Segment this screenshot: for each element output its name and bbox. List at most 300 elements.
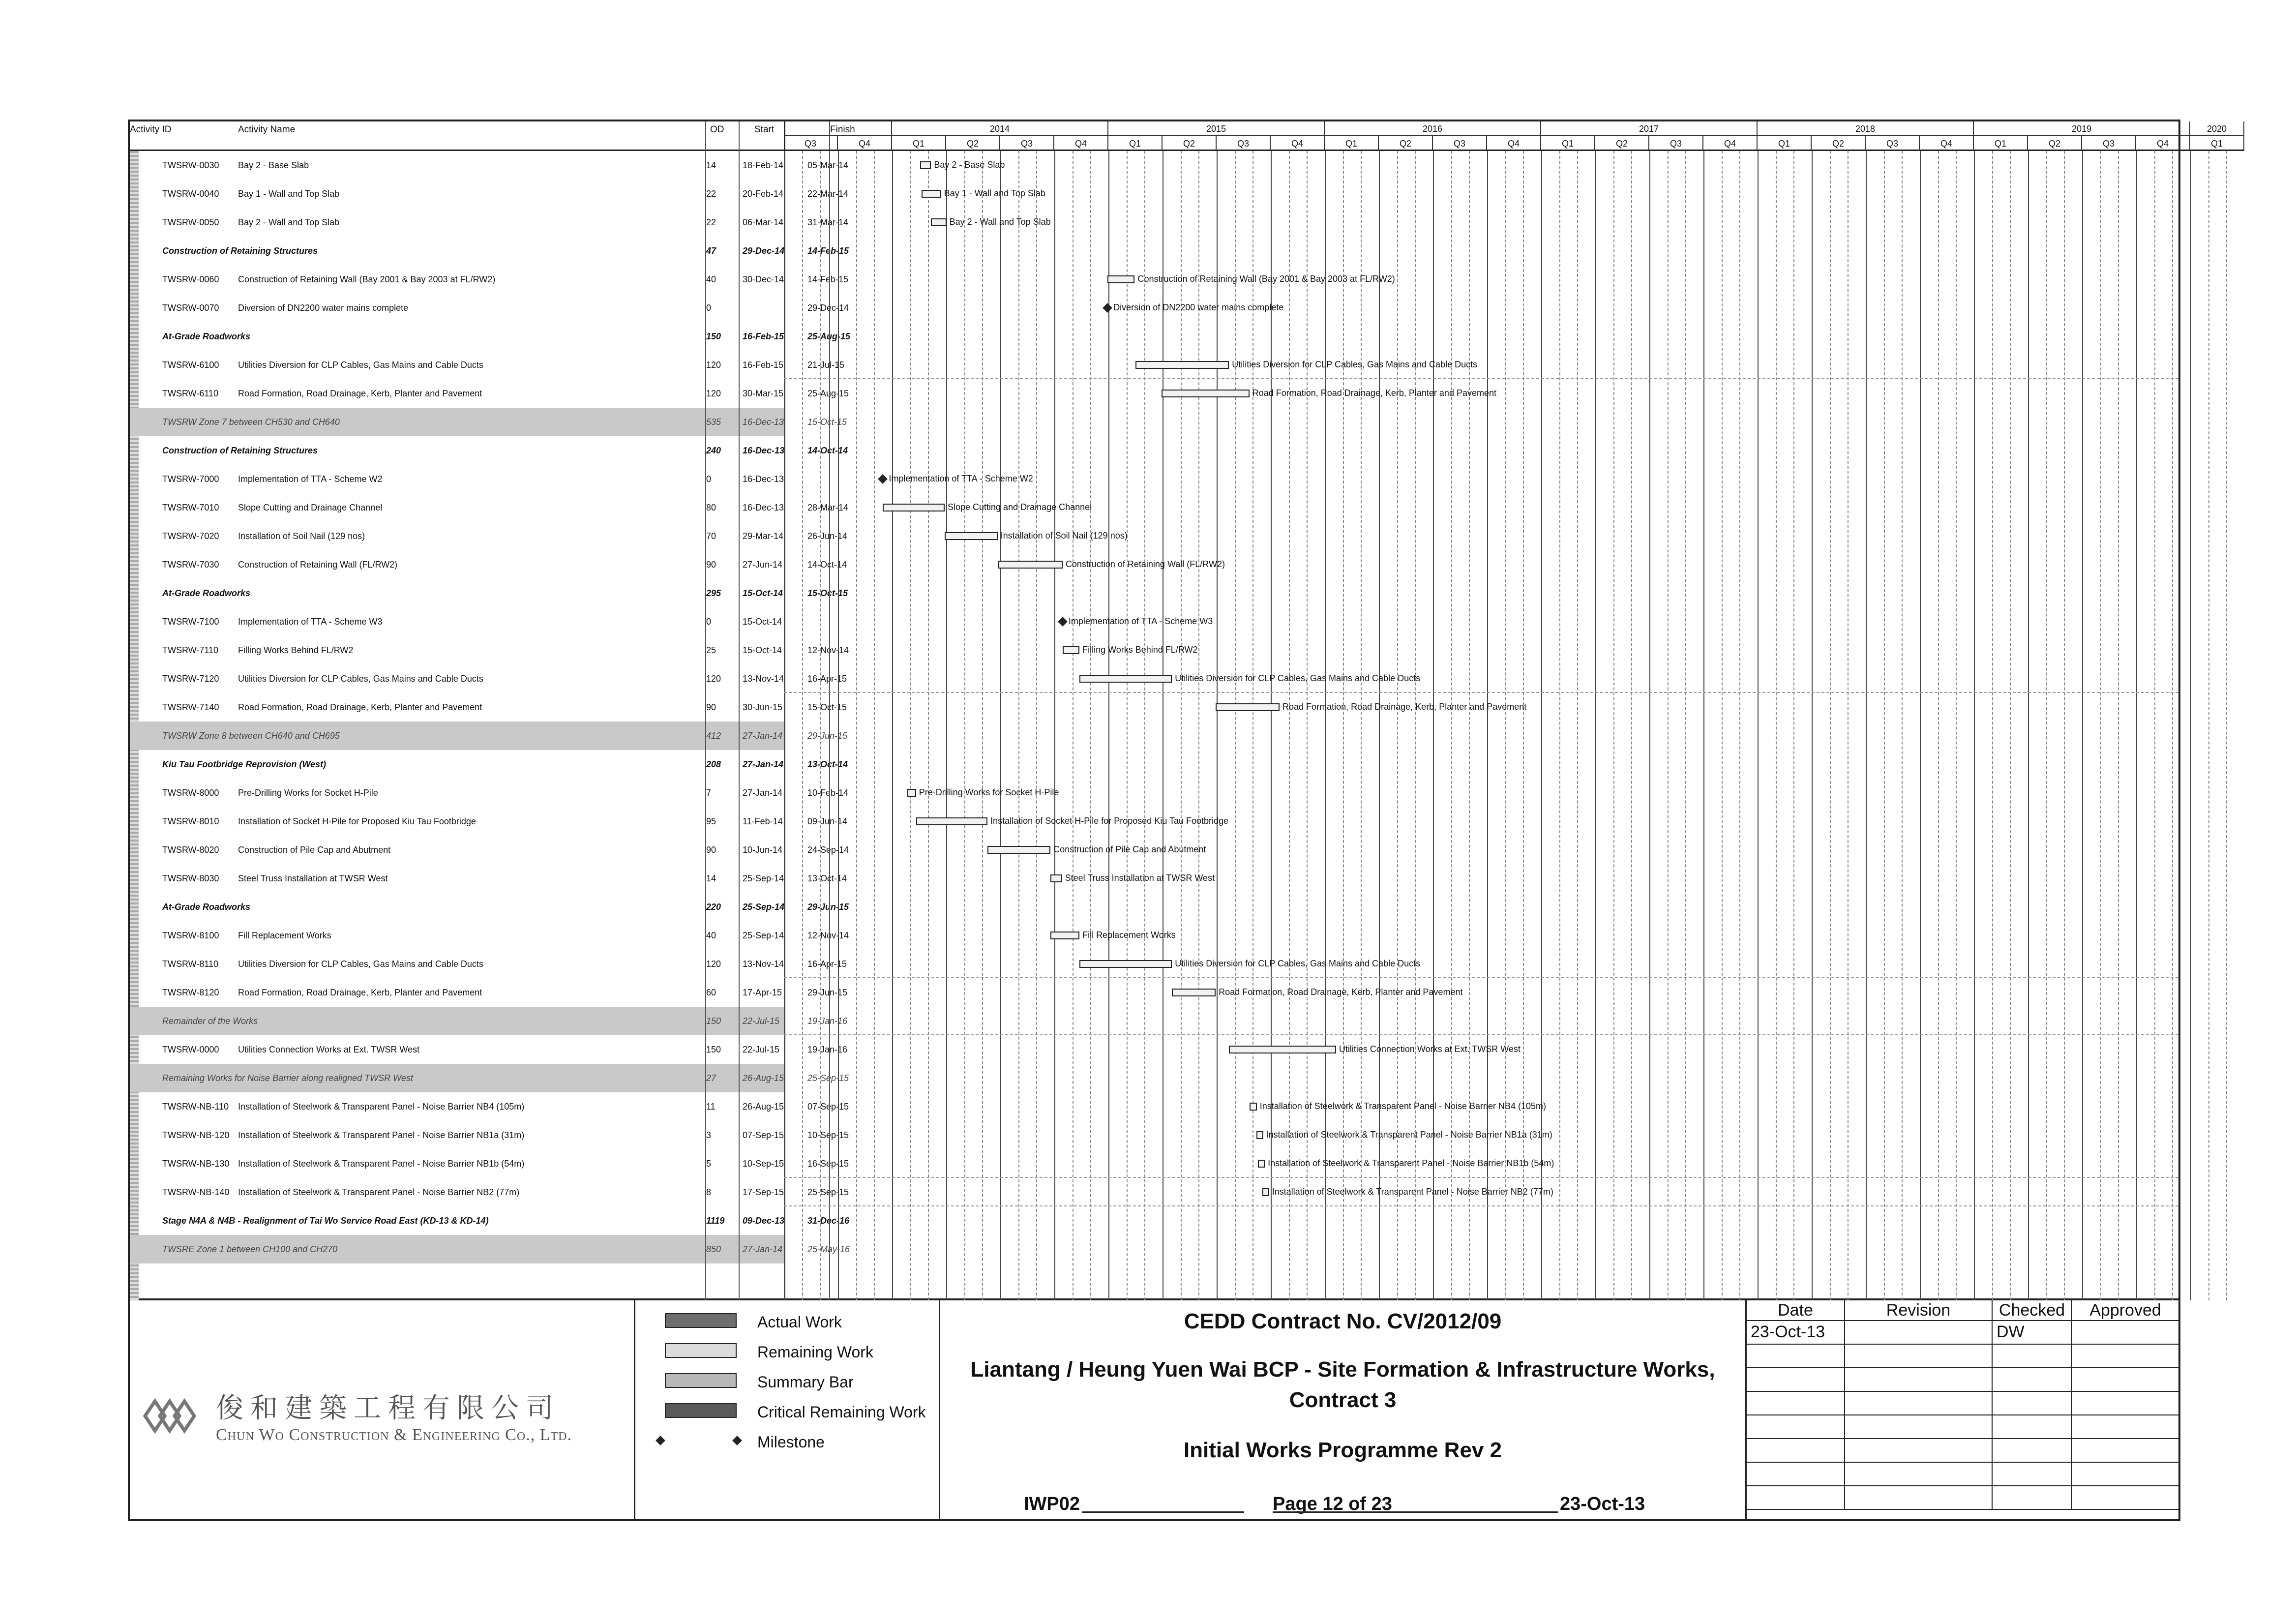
activity-bar: [1050, 932, 1079, 939]
finish-date: 12-Nov-14: [807, 931, 849, 940]
quarter-cell: Q4: [1703, 136, 1758, 151]
quarter-cell: Q3: [1000, 136, 1054, 151]
activity-id: Construction of Retaining Structures: [162, 246, 318, 256]
start-date: 15-Oct-14: [743, 617, 782, 627]
revision-cell-empty: [1993, 1463, 2072, 1485]
revision-cell-empty: [1993, 1415, 2072, 1438]
activity-name: Implementation of TTA - Scheme W2: [238, 474, 383, 484]
month-gridline: [1144, 151, 1145, 1300]
bar-label: Pre-Drilling Works for Socket H-Pile: [919, 787, 1059, 797]
bar-label: Steel Truss Installation at TWSR West: [1065, 873, 1215, 883]
start-date: 16-Feb-15: [743, 360, 784, 370]
activity-name: Construction of Retaining Wall (Bay 2001 & Bay 2003 at FL/RW2): [238, 274, 496, 284]
activity-row: [130, 180, 849, 208]
activity-id: TWSRW-NB-140: [162, 1187, 230, 1197]
month-gridline: [1252, 151, 1253, 1300]
activity-name: Bay 1 - Wall and Top Slab: [238, 189, 340, 199]
milestone-icon: [878, 474, 888, 484]
finish-date: 15-Oct-15: [807, 702, 847, 712]
quarter-cell: Q1: [1325, 136, 1379, 151]
contract-number: CEDD Contract No. CV/2012/09: [1184, 1309, 1502, 1333]
revision-cell-empty: [2072, 1439, 2178, 1462]
month-gridline: [1992, 151, 1993, 1300]
original-duration: 80: [706, 503, 716, 512]
original-duration: 120: [706, 389, 721, 398]
original-duration: 5: [706, 1159, 712, 1169]
start-date: 25-Sep-14: [743, 873, 784, 883]
finish-date: 25-Aug-15: [807, 331, 851, 341]
quarter-cell: Q4: [838, 136, 892, 151]
activity-row: [130, 950, 847, 978]
start-date: 17-Apr-15: [743, 988, 782, 997]
activity-row: [130, 1035, 848, 1064]
activity-id: TWSRW-0040: [162, 189, 219, 199]
col-activity-id: Activity ID: [130, 124, 172, 135]
finish-date: 10-Sep-15: [807, 1130, 849, 1140]
finish-date: 19-Jan-16: [807, 1045, 848, 1054]
revision-row-empty: [1747, 1439, 2178, 1463]
activity-name: Installation of Steelwork & Transparent Panel - Noise Barrier NB2 (77m): [238, 1187, 520, 1197]
original-duration: 7: [706, 788, 712, 798]
activity-row: [130, 465, 784, 493]
year-cell: 2019: [1974, 121, 2190, 136]
start-date: 17-Sep-15: [743, 1187, 784, 1197]
legend-label: Remaining Work: [757, 1343, 873, 1361]
col-activity-name: Activity Name: [238, 124, 296, 135]
company-name-english: Chun Wo Construction & Engineering Co., Ltd.: [216, 1426, 572, 1444]
original-duration: 11: [706, 1102, 716, 1112]
activity-bar: [998, 561, 1063, 569]
company-name-chinese: 俊和建築工程有限公司: [216, 1392, 560, 1424]
rev-approved: [2072, 1321, 2178, 1344]
activity-id: TWSRW-7000: [162, 474, 219, 484]
schedule-sheet: [128, 120, 2227, 1521]
activity-row: [130, 579, 848, 607]
legend-swatch: [665, 1373, 737, 1388]
start-date: 30-Jun-15: [743, 702, 783, 712]
row-separator: [784, 1177, 2178, 1178]
revision-table-header: [1747, 1300, 2178, 1321]
col-od: OD: [710, 124, 724, 135]
activity-name: Utilities Diversion for CLP Cables, Gas Mains and Cable Ducts: [238, 959, 483, 969]
finish-date: 26-Jun-14: [807, 531, 848, 541]
start-date: 26-Aug-15: [743, 1102, 784, 1112]
revision-cell-empty: [1993, 1345, 2072, 1367]
activity-bar: [1079, 960, 1172, 968]
activity-bar: [922, 190, 941, 198]
start-date: 29-Dec-14: [743, 246, 785, 256]
activity-id: TWSRW-8000: [162, 788, 219, 798]
revision-cell-empty: [1993, 1439, 2072, 1462]
month-gridline: [2208, 151, 2209, 1300]
rev-checked: [1993, 1321, 2072, 1344]
quarter-gridline: [1433, 151, 1434, 1300]
activity-bar: [883, 504, 945, 511]
month-gridline: [1307, 151, 1308, 1300]
activity-bar: [1250, 1103, 1257, 1111]
quarter-cell: Q3: [1433, 136, 1487, 151]
quarter-gridline: [946, 151, 947, 1300]
activity-row: [130, 493, 849, 522]
original-duration: 120: [706, 360, 721, 370]
legend: [635, 1300, 940, 1521]
year-cell: 2020: [2190, 121, 2244, 136]
activity-name: Diversion of DN2200 water mains complete: [238, 303, 409, 313]
activity-id: TWSRW-7110: [162, 645, 219, 655]
bar-label: Utilities Diversion for CLP Cables, Gas Mains and Cable Ducts: [1232, 360, 1478, 369]
document-date: 23-Oct-13: [1560, 1494, 1645, 1514]
quarter-gridline: [1217, 151, 1218, 1300]
original-duration: 1119: [706, 1216, 725, 1226]
company-logo-area: [130, 1300, 635, 1521]
activity-row: [130, 1092, 849, 1121]
start-date: 10-Sep-15: [743, 1159, 784, 1169]
finish-date: 14-Feb-15: [807, 246, 849, 256]
activity-bar: [931, 218, 946, 226]
activity-id: TWSRW-7020: [162, 531, 219, 541]
original-duration: 0: [706, 474, 712, 484]
quarter-gridline: [1487, 151, 1488, 1300]
finish-date: 14-Feb-15: [807, 274, 849, 284]
revision-row-empty: [1747, 1368, 2178, 1392]
bar-label: Bay 2 - Base Slab: [934, 160, 1005, 170]
month-gridline: [1722, 151, 1723, 1300]
activity-name: Bay 2 - Wall and Top Slab: [238, 217, 340, 227]
finish-date: 15-Oct-15: [807, 417, 847, 427]
start-date: 30-Mar-15: [743, 389, 784, 398]
milestone-icon: [656, 1436, 665, 1445]
activity-name: Road Formation, Road Drainage, Kerb, Planter and Pavement: [238, 702, 482, 712]
activity-name: Utilities Diversion for CLP Cables, Gas Mains and Cable Ducts: [238, 360, 483, 370]
row-separator: [784, 378, 2178, 379]
activity-id: TWSRW-8100: [162, 931, 219, 940]
revision-cell-empty: [1845, 1415, 1993, 1438]
quarter-gridline: [1541, 151, 1542, 1300]
month-gridline: [1685, 151, 1686, 1300]
month-gridline: [1181, 151, 1182, 1300]
quarter-cell: Q1: [892, 136, 946, 151]
revision-cell-empty: [1845, 1463, 1993, 1485]
legend-label: Actual Work: [757, 1313, 842, 1331]
month-gridline: [982, 151, 983, 1300]
original-duration: 240: [706, 446, 721, 455]
finish-date: 29-Jun-15: [807, 988, 848, 997]
original-duration: 850: [706, 1244, 721, 1254]
quarter-cell: Q4: [2136, 136, 2190, 151]
revision-cell-empty: [1747, 1345, 1845, 1367]
bar-label: Fill Replacement Works: [1082, 930, 1176, 940]
original-duration: 14: [706, 873, 716, 883]
activity-row: [130, 636, 849, 664]
quarter-cell: Q2: [1595, 136, 1649, 151]
col-finish: Finish: [830, 124, 855, 135]
month-gridline: [2118, 151, 2119, 1300]
milestone-icon: [732, 1436, 742, 1445]
activity-id: TWSRW-7140: [162, 702, 219, 712]
quarter-cell: Q3: [784, 136, 838, 151]
activity-row: [130, 864, 847, 893]
activity-bar: [1172, 989, 1216, 996]
project-title: Liantang / Heung Yuen Wai BCP - Site Formation & Infrastructure Works, Contract 3: [970, 1357, 1715, 1412]
bar-label: Road Formation, Road Drainage, Kerb, Planter and Pavement: [1219, 987, 1463, 997]
activity-id: TWSRW-7120: [162, 674, 219, 684]
quarter-cell: Q2: [1812, 136, 1866, 151]
month-gridline: [964, 151, 965, 1300]
rev-col-revision: Revision: [1845, 1300, 1993, 1320]
original-duration: 27: [706, 1073, 716, 1083]
finish-date: 25-May-16: [807, 1244, 850, 1254]
original-duration: 412: [706, 731, 721, 741]
original-duration: 208: [706, 759, 721, 769]
bar-label: Utilities Connection Works at Ext. TWSR West: [1339, 1044, 1521, 1054]
quarter-cell: Q1: [1541, 136, 1595, 151]
revision-cell-empty: [1747, 1463, 1845, 1485]
month-gridline: [1289, 151, 1290, 1300]
activity-name: Utilities Connection Works at Ext. TWSR West: [238, 1045, 420, 1054]
month-gridline: [1613, 151, 1614, 1300]
activity-bar: [1229, 1046, 1336, 1053]
quarter-gridline: [1758, 151, 1759, 1300]
activity-name: Slope Cutting and Drainage Channel: [238, 503, 383, 512]
month-gridline: [1884, 151, 1885, 1300]
legend-swatch: [665, 1343, 737, 1358]
activity-row: [130, 379, 849, 408]
activity-id: TWSRW-0030: [162, 160, 219, 170]
bar-label: Road Formation, Road Drainage, Kerb, Planter and Pavement: [1252, 388, 1496, 398]
activity-row: [130, 750, 848, 779]
activity-id: TWSRE Zone 1 between CH100 and CH270: [162, 1244, 338, 1254]
start-date: 29-Mar-14: [743, 531, 784, 541]
start-date: 16-Dec-13: [743, 474, 784, 484]
start-date: 22-Jul-15: [743, 1045, 780, 1054]
activity-id: TWSRW-8120: [162, 988, 219, 997]
month-gridline: [856, 151, 857, 1300]
gantt-chart: [784, 121, 2227, 1300]
month-gridline: [2010, 151, 2011, 1300]
bar-label: Road Formation, Road Drainage, Kerb, Planter and Pavement: [1282, 702, 1527, 712]
activity-bar: [945, 532, 998, 540]
activity-id: TWSRW-0050: [162, 217, 219, 227]
drawing-title-area: [940, 1300, 1747, 1521]
activity-id: TWSRW-NB-120: [162, 1130, 230, 1140]
quarter-gridline: [1812, 151, 1813, 1300]
bar-label: Installation of Soil Nail (129 nos): [1000, 531, 1128, 541]
month-gridline: [1577, 151, 1578, 1300]
finish-date: 05-Mar-14: [807, 160, 849, 170]
activity-row: [130, 1007, 848, 1035]
original-duration: 22: [706, 217, 716, 227]
activity-row: [130, 836, 849, 864]
revision-cell-empty: [2072, 1486, 2178, 1509]
finish-date: 25-Sep-15: [807, 1187, 849, 1197]
page-number: Page 12 of 23: [1273, 1494, 1392, 1514]
activity-name: Installation of Soil Nail (129 nos): [238, 531, 365, 541]
underline: [1273, 1511, 1558, 1513]
activity-row: [130, 408, 847, 436]
revision-table: [1747, 1300, 2178, 1521]
quarter-gridline: [2136, 151, 2137, 1300]
revision-cell-empty: [1747, 1368, 1845, 1391]
activity-id: TWSRW-0060: [162, 274, 219, 284]
start-date: 07-Sep-15: [743, 1130, 784, 1140]
finish-date: 16-Sep-15: [807, 1159, 849, 1169]
revision-row-empty: [1747, 1345, 2178, 1368]
activity-row: [130, 265, 849, 294]
activity-id: TWSRW-7030: [162, 560, 219, 570]
start-date: 25-Sep-14: [743, 931, 784, 940]
start-date: 18-Feb-14: [743, 160, 784, 170]
month-gridline: [1523, 151, 1524, 1300]
finish-date: 29-Dec-14: [807, 303, 849, 313]
rev-col-date: Date: [1747, 1300, 1845, 1320]
row-separator: [784, 1034, 2178, 1035]
activity-id: Stage N4A & N4B - Realignment of Tai Wo Service Road East (KD-13 & KD-14): [162, 1216, 489, 1226]
quarter-gridline: [2190, 151, 2191, 1300]
bar-label: Utilities Diversion for CLP Cables, Gas Mains and Cable Ducts: [1175, 673, 1421, 683]
revision-cell-empty: [2072, 1392, 2178, 1414]
start-date: 15-Oct-14: [743, 645, 782, 655]
bar-label: Bay 2 - Wall and Top Slab: [949, 217, 1051, 227]
activity-id: TWSRW-NB-130: [162, 1159, 230, 1169]
quarter-cell: Q4: [1271, 136, 1325, 151]
month-gridline: [1956, 151, 1957, 1300]
quarter-cell: Q1: [2190, 136, 2244, 151]
finish-date: 16-Apr-15: [807, 959, 847, 969]
quarter-gridline: [1108, 151, 1109, 1300]
original-duration: 60: [706, 988, 716, 997]
activity-id: Construction of Retaining Structures: [162, 446, 318, 455]
original-duration: 90: [706, 845, 716, 855]
rev-col-approved: Approved: [2089, 1301, 2161, 1320]
activity-id: At-Grade Roadworks: [162, 331, 251, 341]
quarter-gridline: [1920, 151, 1921, 1300]
rev-col-checked: Checked: [1993, 1300, 2072, 1320]
month-gridline: [2226, 151, 2227, 1300]
quarter-cell: Q1: [1974, 136, 2028, 151]
month-gridline: [910, 151, 911, 1300]
activity-name: Construction of Pile Cap and Abutment: [238, 845, 391, 855]
revision-cell-empty: [1993, 1392, 2072, 1414]
finish-date: 24-Sep-14: [807, 845, 849, 855]
bar-label: Construction of Retaining Wall (FL/RW2): [1065, 559, 1225, 569]
revision-cell-empty: [2072, 1463, 2178, 1485]
bar-label: Construction of Retaining Wall (Bay 2001 & Bay 2003 at FL/RW2): [1137, 274, 1395, 284]
month-gridline: [928, 151, 929, 1300]
bar-label: Slope Cutting and Drainage Channel: [947, 502, 1092, 512]
activity-row: [130, 151, 849, 180]
start-date: 27-Jun-14: [743, 560, 783, 570]
activity-bar: [1258, 1160, 1265, 1168]
activity-name: Filling Works Behind FL/RW2: [238, 645, 354, 655]
quarter-gridline: [838, 151, 839, 1300]
quarter-cell: Q1: [1758, 136, 1812, 151]
row-separator: [784, 977, 2178, 978]
quarter-cell: Q1: [1108, 136, 1163, 151]
activity-row: [130, 807, 848, 836]
finish-date: 13-Oct-14: [807, 759, 848, 769]
month-gridline: [1018, 151, 1019, 1300]
activity-name: Installation of Steelwork & Transparent Panel - Noise Barrier NB1b (54m): [238, 1159, 525, 1169]
start-date: 15-Oct-14: [743, 588, 783, 598]
year-cell-2013: [784, 121, 892, 136]
month-gridline: [1739, 151, 1740, 1300]
revision-cell-empty: [2072, 1415, 2178, 1438]
month-gridline: [1415, 151, 1416, 1300]
activity-row: [130, 722, 848, 750]
original-duration: 150: [706, 331, 721, 341]
activity-id: TWSRW-NB-110: [162, 1102, 229, 1112]
activity-row: [130, 1235, 850, 1263]
start-date: 13-Nov-14: [743, 674, 784, 684]
finish-date: 16-Apr-15: [807, 674, 847, 684]
row-separator: [784, 1205, 2178, 1206]
rev-revision: [1845, 1321, 1993, 1344]
activity-row: [130, 1149, 849, 1178]
quarter-gridline: [1595, 151, 1596, 1300]
year-cell: 2014: [892, 121, 1108, 136]
month-gridline: [1235, 151, 1236, 1300]
start-date: 27-Jan-14: [743, 731, 783, 741]
activity-bar: [1262, 1188, 1269, 1196]
activity-bar: [987, 846, 1050, 854]
document-reference-line: [940, 1494, 1745, 1515]
quarter-gridline: [1974, 151, 1975, 1300]
activity-name: Installation of Steelwork & Transparent Panel - Noise Barrier NB1a (31m): [238, 1130, 525, 1140]
activity-id: TWSRW-0000: [162, 1045, 219, 1054]
activity-row: [130, 322, 851, 351]
month-gridline: [1036, 151, 1037, 1300]
bar-label: Installation of Steelwork & Transparent Panel - Noise Barrier NB1a (31m): [1266, 1130, 1552, 1140]
activity-row: [130, 779, 849, 807]
revision-cell-empty: [2072, 1368, 2178, 1391]
finish-date: 10-Feb-14: [807, 788, 849, 798]
start-date: 16-Dec-13: [743, 417, 784, 427]
activity-bar: [1216, 703, 1280, 711]
bar-label: Installation of Steelwork & Transparent Panel - Noise Barrier NB1b (54m): [1268, 1158, 1554, 1168]
month-gridline: [1848, 151, 1849, 1300]
start-date: 25-Sep-14: [743, 902, 785, 912]
original-duration: 47: [706, 246, 716, 256]
activity-bar: [916, 817, 987, 825]
activity-bar: [907, 789, 916, 797]
quarter-cell: Q2: [946, 136, 1000, 151]
activity-row: [130, 1206, 850, 1235]
activity-id: TWSRW-6110: [162, 389, 219, 398]
activity-row: [130, 436, 848, 465]
milestone-icon: [1058, 617, 1068, 627]
original-duration: 150: [706, 1045, 721, 1054]
activity-bar: [1063, 646, 1079, 654]
quarter-cell: Q3: [1866, 136, 1920, 151]
revision-cell-empty: [1845, 1439, 1993, 1462]
month-gridline: [1397, 151, 1398, 1300]
activity-name: Utilities Diversion for CLP Cables, Gas Mains and Cable Ducts: [238, 674, 483, 684]
month-gridline: [2154, 151, 2155, 1300]
rev-date: [1747, 1321, 1845, 1344]
original-duration: 120: [706, 959, 721, 969]
bar-label: Installation of Steelwork & Transparent Panel - Noise Barrier NB4 (105m): [1259, 1101, 1546, 1111]
revision-row-empty: [1747, 1463, 2178, 1486]
legend-swatch: [665, 1313, 737, 1328]
revision-cell-empty: [1845, 1486, 1993, 1509]
activity-id: TWSRW-0070: [162, 303, 219, 313]
revision-cell-empty: [1993, 1486, 2072, 1509]
activity-name: Road Formation, Road Drainage, Kerb, Planter and Pavement: [238, 389, 482, 398]
original-duration: 25: [706, 645, 716, 655]
revision-cell-empty: [1845, 1368, 1993, 1391]
original-duration: 90: [706, 702, 716, 712]
activity-name: Pre-Drilling Works for Socket H-Pile: [238, 788, 378, 798]
